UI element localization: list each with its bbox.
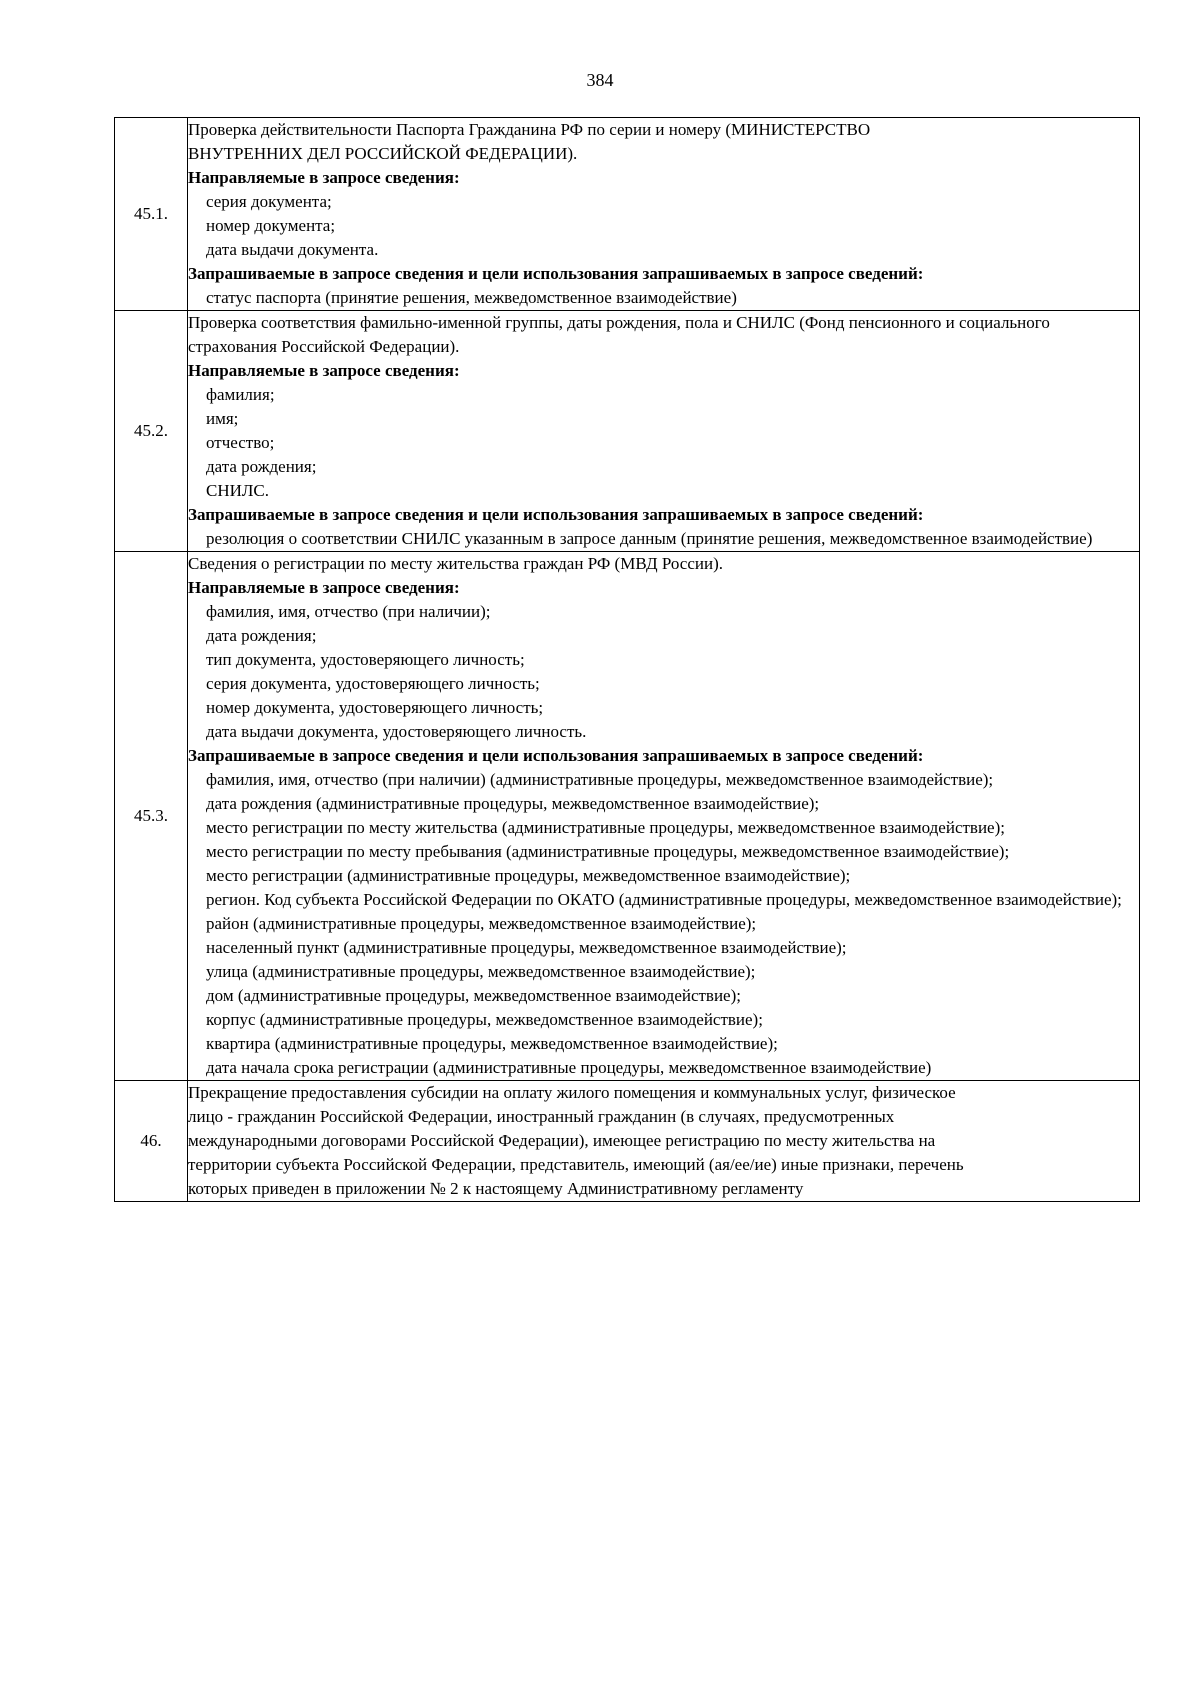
section-heading: Запрашиваемые в запросе сведения и цели использования запрашиваемых в запросе сведений: [188, 746, 924, 765]
content-line: серия документа, удостоверяющего личность; [206, 674, 540, 693]
content-line: дата рождения; [206, 457, 317, 476]
content-line: дата начала срока регистрации (административные процедуры, межведомственное взаимодействие) [206, 1058, 932, 1077]
content-line: дата выдачи документа, удостоверяющего личность. [206, 722, 587, 741]
content-line: серия документа; [206, 192, 332, 211]
content-line: СНИЛС. [206, 481, 270, 500]
content-line: дом (административные процедуры, межведомственное взаимодействие); [206, 986, 741, 1005]
row-number: 46. [115, 1081, 188, 1202]
content-line: населенный пункт (административные процедуры, межведомственное взаимодействие); [206, 938, 847, 957]
content-line: квартира (административные процедуры, межведомственное взаимодействие); [206, 1034, 778, 1053]
content-line: место регистрации по месту пребывания (административные процедуры, межведомственное взаимодействие); [206, 842, 1010, 861]
content-line: место регистрации (административные процедуры, межведомственное взаимодействие); [206, 866, 851, 885]
document-table-body [115, 118, 1140, 1202]
row-content [188, 552, 1140, 1081]
content-line: дата выдачи документа. [206, 240, 379, 259]
content-line: статус паспорта (принятие решения, межведомственное взаимодействие) [206, 288, 737, 307]
content-line: тип документа, удостоверяющего личность; [206, 650, 525, 669]
content-line: которых приведен в приложении № 2 к настоящему Административному регламенту [188, 1179, 804, 1198]
section-heading: Направляемые в запросе сведения: [188, 361, 460, 380]
row-number: 45.1. [115, 118, 188, 311]
section-heading: Запрашиваемые в запросе сведения и цели использования запрашиваемых в запросе сведений: [188, 505, 924, 524]
content-line: регион. Код субъекта Российской Федерации по ОКАТО (административные процедуры, межведомственное взаимодействие); [206, 890, 1122, 909]
content-line: место регистрации по месту жительства (административные процедуры, межведомственное взаимодействие); [206, 818, 1005, 837]
content-line: дата рождения (административные процедуры, межведомственное взаимодействие); [206, 794, 820, 813]
table-row [115, 552, 1140, 1081]
content-line: ВНУТРЕННИХ ДЕЛ РОССИЙСКОЙ ФЕДЕРАЦИИ). [188, 144, 578, 163]
content-line: фамилия, имя, отчество (при наличии) (административные процедуры, межведомственное взаимодействие); [206, 770, 994, 789]
row-number: 45.3. [115, 552, 188, 1081]
section-heading: Запрашиваемые в запросе сведения и цели использования запрашиваемых в запросе сведений: [188, 264, 924, 283]
table-row [115, 118, 1140, 311]
content-line: территории субъекта Российской Федерации, представитель, имеющий (ая/ее/ие) иные признаки, перечень [188, 1155, 964, 1174]
content-line: международными договорами Российской Федерации), имеющее регистрацию по месту жительства на [188, 1131, 936, 1150]
page-number: 384 [586, 70, 614, 90]
content-line: лицо - гражданин Российской Федерации, иностранный гражданин (в случаях, предусмотренных [188, 1107, 895, 1126]
section-heading: Направляемые в запросе сведения: [188, 578, 460, 597]
content-line: резолюция о соответствии СНИЛС указанным в запросе данным (принятие решения, межведомственное взаимодействие) [206, 529, 1093, 548]
document-table [114, 117, 1140, 1202]
content-line: Сведения о регистрации по месту жительства граждан РФ (МВД России). [188, 554, 724, 573]
table-row [115, 311, 1140, 552]
content-line: Проверка соответствия фамильно-именной группы, даты рождения, пола и СНИЛС (Фонд пенсионного и социального страхования Российской Федерации). [188, 313, 1050, 356]
content-line: Прекращение предоставления субсидии на оплату жилого помещения и коммунальных услуг, физическое [188, 1083, 956, 1102]
content-line: Проверка действительности Паспорта Гражданина РФ по серии и номеру (МИНИСТЕРСТВО [188, 120, 871, 139]
content-line: номер документа, удостоверяющего личность; [206, 698, 544, 717]
table-row [115, 1081, 1140, 1202]
content-line: фамилия; [206, 385, 275, 404]
content-line: фамилия, имя, отчество (при наличии); [206, 602, 491, 621]
content-line: отчество; [206, 433, 275, 452]
section-heading: Направляемые в запросе сведения: [188, 168, 460, 187]
row-content [188, 118, 1140, 311]
content-line: район (административные процедуры, межведомственное взаимодействие); [206, 914, 757, 933]
row-content [188, 311, 1140, 552]
content-line: номер документа; [206, 216, 336, 235]
content-line: корпус (административные процедуры, межведомственное взаимодействие); [206, 1010, 763, 1029]
content-line: улица (административные процедуры, межведомственное взаимодействие); [206, 962, 756, 981]
row-content [188, 1081, 1140, 1202]
content-line: имя; [206, 409, 239, 428]
row-number: 45.2. [115, 311, 188, 552]
content-line: дата рождения; [206, 626, 317, 645]
